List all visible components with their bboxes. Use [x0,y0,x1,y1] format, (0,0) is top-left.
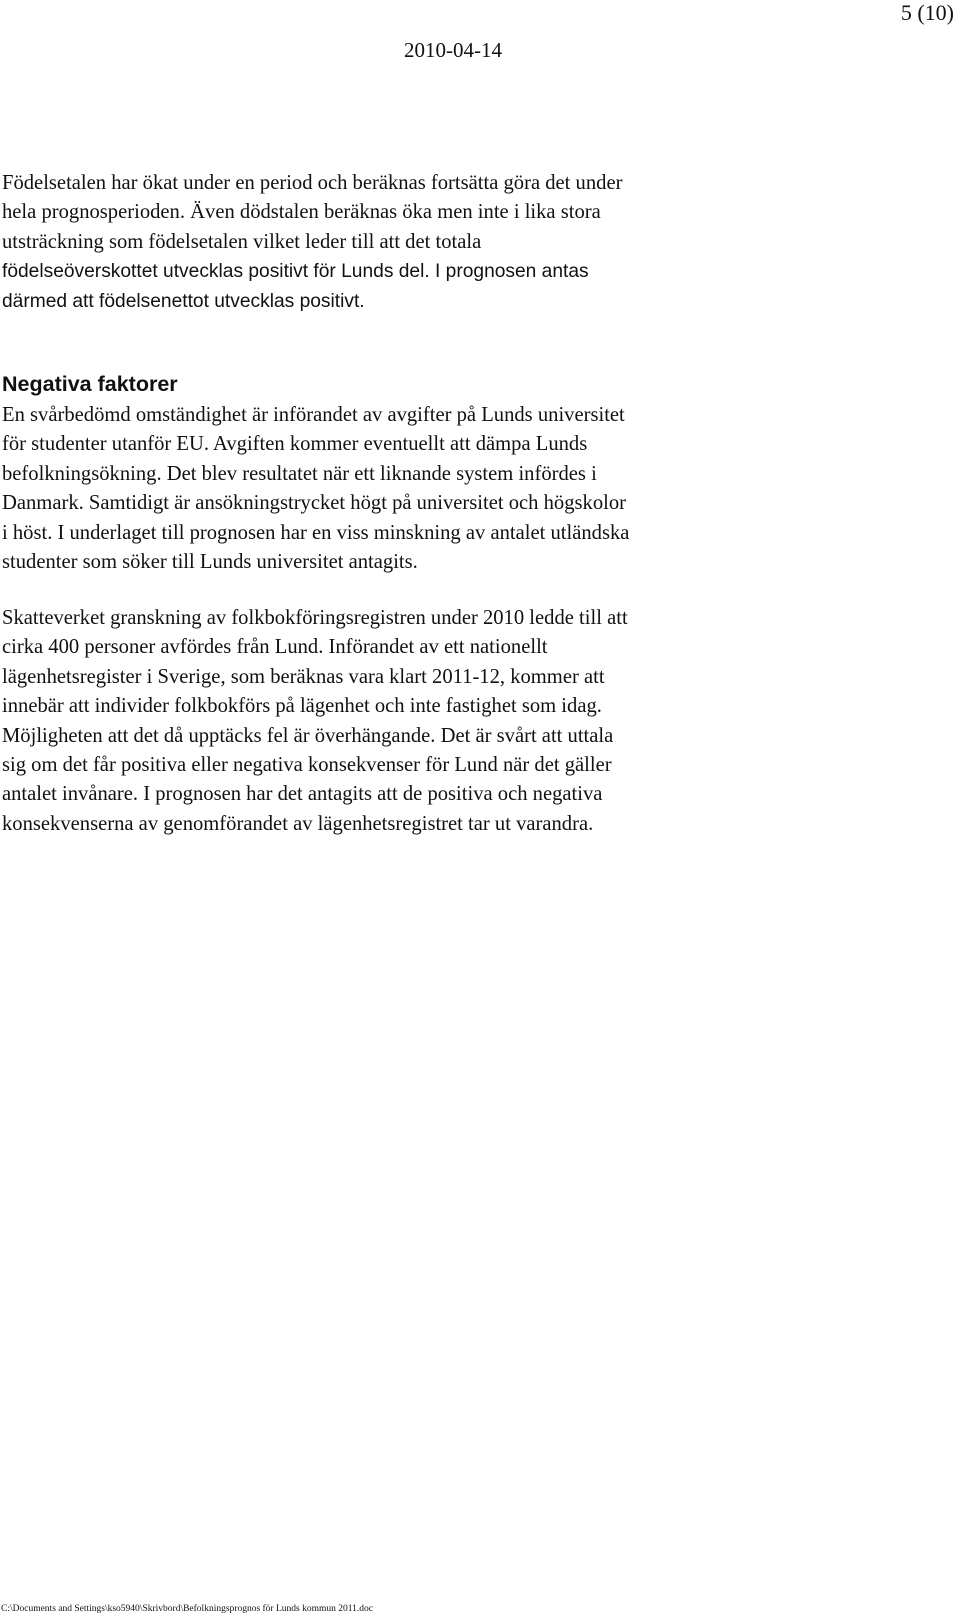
paragraph-line: hela prognosperioden. Även dödstalen beräknas öka men inte i lika stora [2,201,601,224]
paragraph-line: Danmark. Samtidigt är ansökningstrycket högt på universitet och högskolor [2,492,626,515]
paragraph-line: Skatteverket granskning av folkbokföringsregistren under 2010 ledde till att [2,607,628,629]
paragraph-line: En svårbedömd omständighet är införandet av avgifter på Lunds universitet [2,404,625,426]
footer-file-path: C:\Documents and Settings\kso5940\Skrivbord\Befolkningsprognos för Lunds kommun 2011.doc [1,1604,373,1614]
paragraph-population-register [2,604,942,839]
page-number: 5 (10) [900,0,954,25]
paragraph-university-fees [2,401,942,577]
paragraph-line: konsekvenserna av genomförandet av lägenhetsregistret tar ut varandra. [2,812,594,835]
paragraph-line: antalet invånare. I prognosen har det antagits att de positiva och negativa [2,783,603,806]
paragraph-line: för studenter utanför EU. Avgiften kommer eventuellt att dämpa Lunds [2,433,588,456]
paragraph-line: därmed att födelsenettot utvecklas positivt. [2,290,365,312]
paragraph-line: lägenhetsregister i Sverige, som beräknas vara klart 2011-12, kommer att [2,665,605,688]
paragraph-line: Möjligheten att det då upptäcks fel är överhängande. Det är svårt att uttala [2,724,614,747]
paragraph-line: utsträckning som födelsetalen vilket leder till att det totala [2,230,482,253]
paragraph-line: innebär att individer folkbokförs på lägenhet och inte fastighet som idag. [2,695,602,718]
paragraph-birth-rates [2,169,942,316]
section-heading-negative-factors: Negativa faktorer [2,372,178,396]
paragraph-line: i höst. I underlaget till prognosen har en viss minskning av antalet utländska [2,521,630,544]
paragraph-line: Födelsetalen har ökat under en period och beräknas fortsätta göra det under [2,172,623,194]
paragraph-line: cirka 400 personer avfördes från Lund. Införandet av ett nationellt [2,636,548,659]
paragraph-line: befolkningsökning. Det blev resultatet när ett liknande system infördes i [2,462,597,485]
paragraph-line: sig om det får positiva eller negativa konsekvenser för Lund när det gäller [2,754,612,777]
document-date: 2010-04-14 [404,38,502,62]
paragraph-line: födelseöverskottet utvecklas positivt för Lunds del. I prognosen antas [2,261,589,283]
paragraph-line: studenter som söker till Lunds universitet antagits. [2,551,418,574]
